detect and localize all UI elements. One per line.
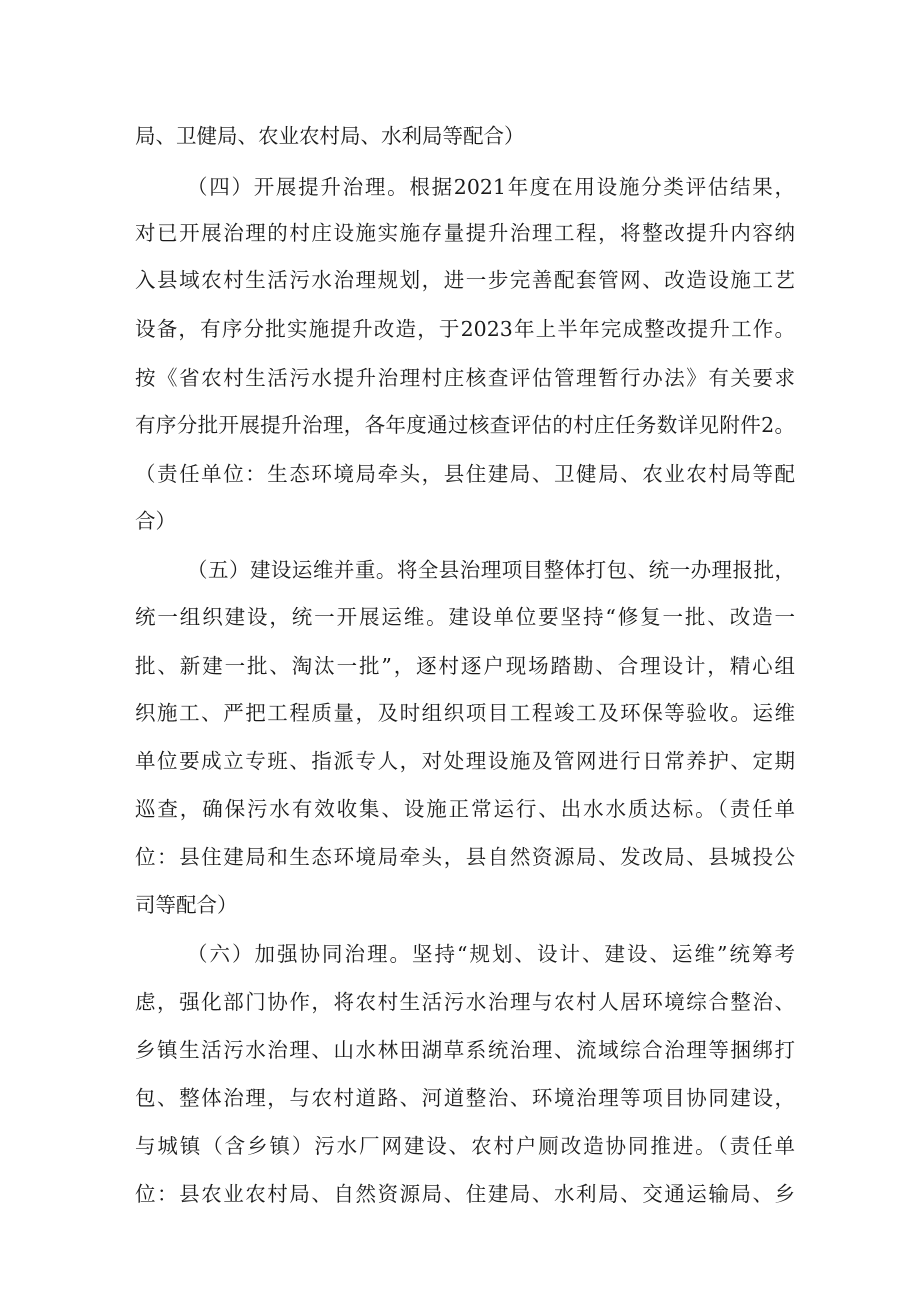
text-line-15: 巡查，确保污水有效收集、设施正常运行、出水水质达标。（责任单 xyxy=(135,797,795,821)
text-line-7: 有序分批开展提升治理，各年度通过核查评估的村庄任务数详见附件2。 xyxy=(135,413,795,437)
text-line-10: （五）建设运维并重。将全县治理项目整体打包、统一办理报批， xyxy=(187,558,795,582)
text-line-3: 对已开展治理的村庄设施实施存量提升治理工程，将整改提升内容纳 xyxy=(135,221,795,245)
text-line-2: （四）开展提升治理。根据2021年度在用设施分类评估结果， xyxy=(187,175,795,199)
text-line-4: 入县域农村生活污水治理规划，进一步完善配套管网、改造设施工艺 xyxy=(135,268,795,292)
text-line-23: 位：县农业农村局、自然资源局、住建局、水利局、交通运输局、乡 xyxy=(135,1182,795,1206)
text-line-5: 设备，有序分批实施提升改造，于2023年上半年完成整改提升工作。 xyxy=(135,317,795,341)
text-line-12: 批、新建一批、淘汰一批”，逐村逐户现场踏勘、合理设计，精心组 xyxy=(135,654,795,678)
text-line-22: 与城镇（含乡镇）污水厂网建设、农村户厕改造协同推进。（责任单 xyxy=(135,1134,795,1158)
text-line-1: 局、卫健局、农业农村局、水利局等配合） xyxy=(135,124,525,148)
text-line-16: 位：县住建局和生态环境局牵头，县自然资源局、发改局、县城投公 xyxy=(135,845,795,869)
text-line-13: 织施工、严把工程质量，及时组织项目工程竣工及环保等验收。运维 xyxy=(135,701,795,725)
text-line-19: 虑，强化部门协作，将农村生活污水治理与农村人居环境综合整治、 xyxy=(135,990,795,1014)
text-line-14: 单位要成立专班、指派专人，对处理设施及管网进行日常养护、定期 xyxy=(135,749,795,773)
text-line-8: （责任单位：生态环境局牵头，县住建局、卫健局、农业农村局等配 xyxy=(135,462,795,486)
text-line-17: 司等配合） xyxy=(135,893,238,917)
text-line-6: 按《省农村生活污水提升治理村庄核查评估管理暂行办法》有关要求 xyxy=(135,366,795,390)
text-line-9: 合） xyxy=(135,509,176,533)
text-line-20: 乡镇生活污水治理、山水林田湖草系统治理、流域综合治理等捆绑打 xyxy=(135,1038,795,1062)
text-line-11: 统一组织建设，统一开展运维。建设单位要坚持“修复一批、改造一 xyxy=(135,605,795,629)
text-line-21: 包、整体治理，与农村道路、河道整治、环境治理等项目协同建设， xyxy=(135,1086,795,1110)
text-line-18: （六）加强协同治理。坚持“规划、设计、建设、运维”统筹考 xyxy=(187,942,795,966)
